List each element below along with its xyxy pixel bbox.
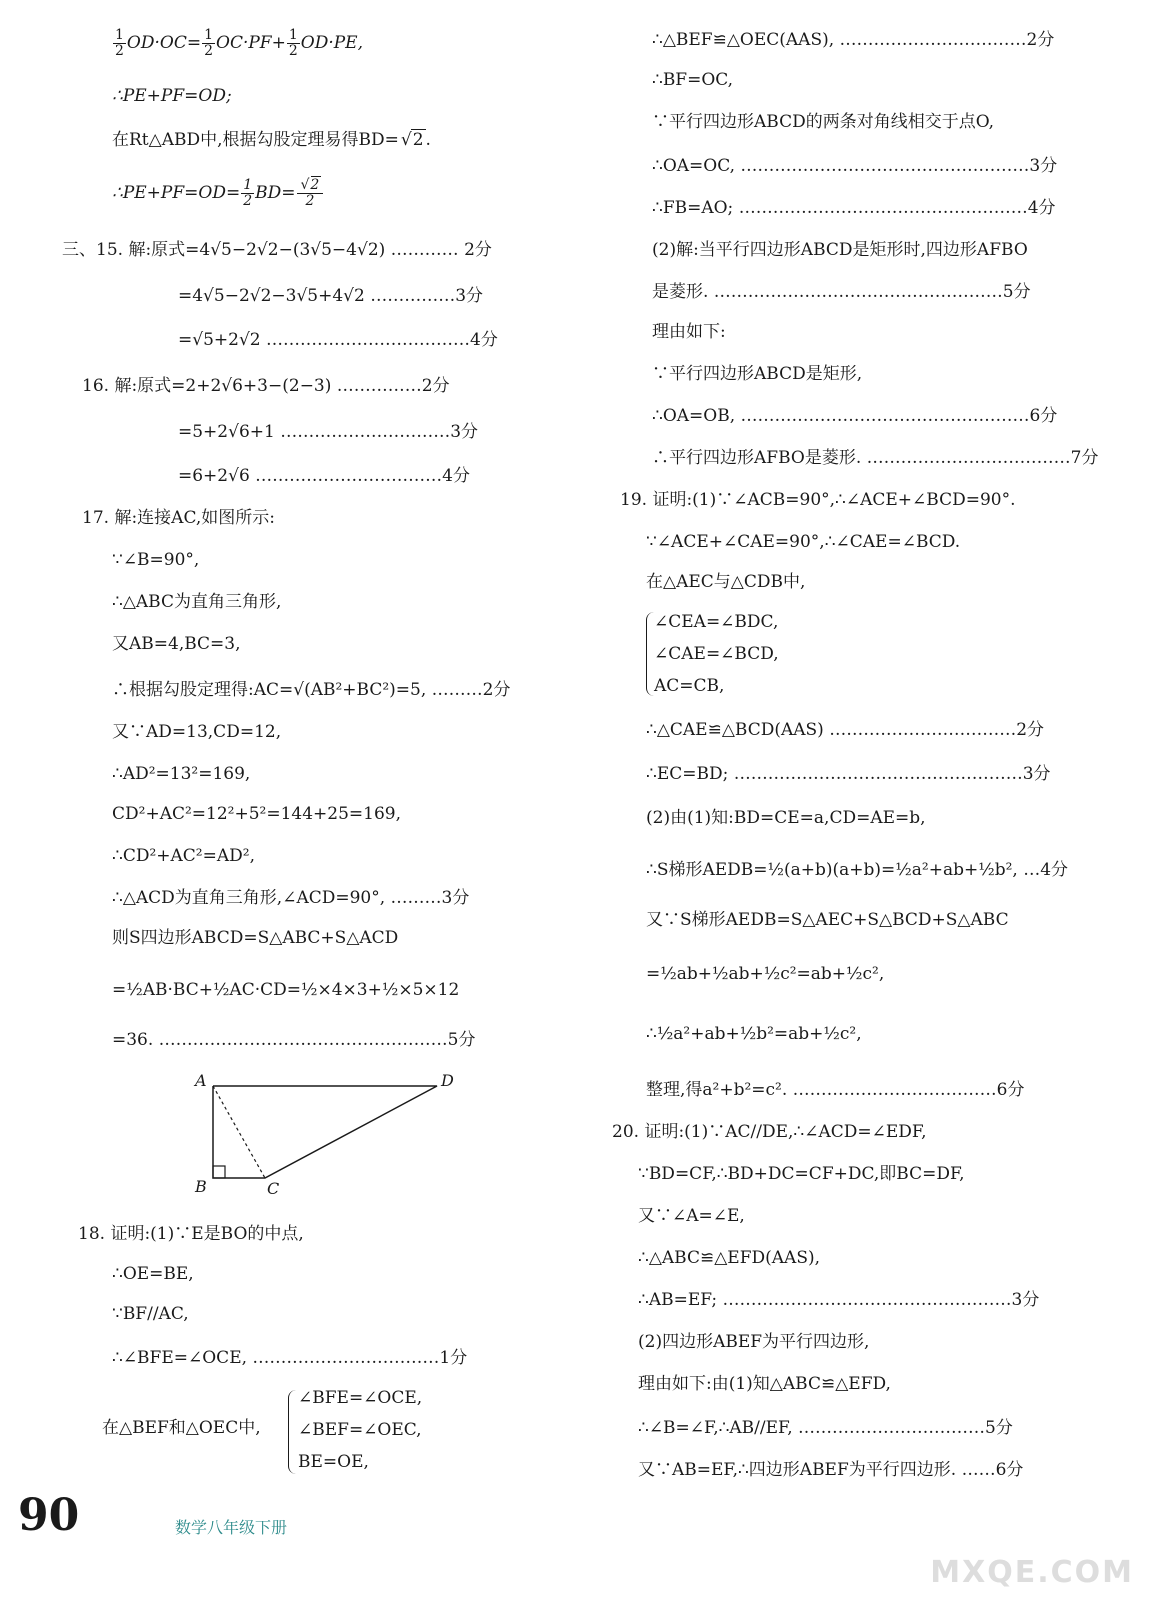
q17-line-7: ∴AD²=13²=169, (112, 764, 251, 784)
q19-line-5: ∴EC=BD; ……………………………………………3分 (646, 764, 1051, 784)
q20-line-8: ∴∠B=∠F,∴AB//EF, ……………………………5分 (638, 1418, 1013, 1438)
q17-line-9: ∴CD²+AC²=AD², (112, 846, 255, 866)
q18-line-4: ∴∠BFE=∠OCE, ……………………………1分 (112, 1348, 468, 1368)
r-line-2: ∴BF=OC, (652, 70, 734, 90)
q20-line-9: 又∵AB=EF,∴四边形ABEF为平行四边形. ……6分 (638, 1460, 1024, 1480)
r-line-9: ∵平行四边形ABCD是矩形, (652, 364, 863, 384)
q15-line-3: =√5+2√2 ………………………………4分 (178, 330, 498, 350)
q16-line-2: =5+2√6+1 …………………………3分 (178, 422, 479, 442)
q19-line-2: ∵∠ACE+∠CAE=90°,∴∠CAE=∠BCD. (646, 532, 961, 552)
q18-brace (288, 1390, 297, 1474)
q20-line-5: ∴AB=EF; ……………………………………………3分 (638, 1290, 1040, 1310)
q19-brace-2: ∠CAE=∠BCD, (654, 644, 779, 664)
page-number: 90 (18, 1490, 80, 1541)
q18-brace-2: ∠BEF=∠OEC, (298, 1420, 422, 1440)
q18-line-2: ∴OE=BE, (112, 1264, 194, 1284)
q17-line-2: ∵∠B=90°, (112, 550, 200, 570)
r-line-7: 是菱形. ……………………………………………5分 (652, 282, 1031, 302)
label-D: D (441, 1071, 454, 1090)
r-line-4: ∴OA=OC, ……………………………………………3分 (652, 156, 1058, 176)
q15-line-2: =4√5−2√2−3√5+4√2 ……………3分 (178, 286, 484, 306)
q17-line-11: 则S四边形ABCD=S△ABC+S△ACD (112, 928, 399, 948)
r-line-5: ∴FB=AO; ……………………………………………4分 (652, 198, 1056, 218)
line-left-1: $\frac{1}{2}$ OD·OC= $\frac{1}{2}$ OC·PF+ $\frac{1}{2}$ OD·PE, (115, 27, 363, 59)
q17-line-13: =36. ……………………………………………5分 (112, 1030, 476, 1050)
q19-line-3: 在△AEC与△CDB中, (646, 572, 806, 592)
r-line-1: ∴△BEF≌△OEC(AAS), ……………………………2分 (652, 30, 1055, 50)
q17-line-8: CD²+AC²=12²+5²=144+25=169, (112, 804, 402, 824)
q20-line-4: ∴△ABC≌△EFD(AAS), (638, 1248, 821, 1268)
q20-line-1: 20. 证明:(1)∵AC//DE,∴∠ACD=∠EDF, (612, 1122, 927, 1142)
r-line-8: 理由如下: (652, 322, 726, 342)
q17-line-10: ∴△ACD为直角三角形,∠ACD=90°, ………3分 (112, 888, 470, 908)
q19-line-9: =½ab+½ab+½c²=ab+½c², (646, 964, 885, 984)
q17-line-6: 又∵AD=13,CD=12, (112, 722, 282, 742)
q19-line-1: 19. 证明:(1)∵∠ACB=90°,∴∠ACE+∠BCD=90°. (620, 490, 1016, 510)
q19-line-11: 整理,得a²+b²=c². ………………………………6分 (646, 1080, 1025, 1100)
quadrilateral-figure (185, 1068, 465, 1198)
label-A: A (195, 1071, 207, 1090)
q19-line-7: ∴S梯形AEDB=½(a+b)(a+b)=½a²+ab+½b², …4分 (646, 860, 1069, 880)
q17-line-5: ∴根据勾股定理得:AC=√(AB²+BC²)=5, ………2分 (112, 680, 511, 700)
q18-brace-3: BE=OE, (298, 1452, 369, 1472)
q17-line-1: 17. 解:连接AC,如图所示: (82, 508, 275, 528)
q17-line-12: =½AB·BC+½AC·CD=½×4×3+½×5×12 (112, 980, 460, 1000)
q18-brace-1: ∠BFE=∠OCE, (298, 1388, 423, 1408)
r-line-10: ∴OA=OB, ……………………………………………6分 (652, 406, 1058, 426)
q16-line-1: 16. 解:原式=2+2√6+3−(2−3) ……………2分 (82, 376, 450, 396)
watermark: MXQE.COM (930, 1555, 1134, 1590)
book-title: 数学八年级下册 (175, 1518, 288, 1537)
q19-brace-1: ∠CEA=∠BDC, (654, 612, 779, 632)
q18-line-5: 在△BEF和△OEC中, (102, 1418, 261, 1438)
q17-line-4: 又AB=4,BC=3, (112, 634, 241, 654)
q19-line-6: (2)由(1)知:BD=CE=a,CD=AE=b, (646, 808, 926, 828)
q20-line-7: 理由如下:由(1)知△ABC≌△EFD, (638, 1374, 891, 1394)
q19-brace-3: AC=CB, (654, 676, 725, 696)
q19-line-8: 又∵S梯形AEDB=S△AEC+S△BCD+S△ABC (646, 910, 1009, 930)
q19-line-10: ∴½a²+ab+½b²=ab+½c², (646, 1024, 862, 1044)
q15-line-1: 三、15. 解:原式=4√5−2√2−(3√5−4√2) ………… 2分 (62, 240, 492, 260)
r-line-3: ∵平行四边形ABCD的两条对角线相交于点O, (652, 112, 995, 132)
q18-line-3: ∵BF//AC, (112, 1304, 189, 1324)
q20-line-3: 又∵∠A=∠E, (638, 1206, 745, 1226)
q19-line-4: ∴△CAE≌△BCD(AAS) ……………………………2分 (646, 720, 1045, 740)
q16-line-3: =6+2√6 ……………………………4分 (178, 466, 470, 486)
line-left-2: ∴PE+PF=OD; (112, 86, 232, 106)
label-B: B (195, 1177, 207, 1196)
r-line-6: (2)解:当平行四边形ABCD是矩形时,四边形AFBO (652, 240, 1028, 260)
r-line-11: ∴平行四边形AFBO是菱形. ………………………………7分 (652, 448, 1099, 468)
q20-line-2: ∵BD=CF,∴BD+DC=CF+DC,即BC=DF, (638, 1164, 965, 1184)
q17-line-3: ∴△ABC为直角三角形, (112, 592, 282, 612)
q20-line-6: (2)四边形ABEF为平行四边形, (638, 1332, 870, 1352)
line-left-4: ∴PE+PF=OD= $\frac{1}{2}$ BD= √ $\frac{2}{2}$ (112, 178, 324, 209)
line-left-3: 在Rt△ABD中,根据勾股定理易得BD=√ 2 . (112, 128, 431, 152)
label-C: C (267, 1179, 280, 1198)
q18-line-1: 18. 证明:(1)∵E是BO的中点, (78, 1224, 304, 1244)
